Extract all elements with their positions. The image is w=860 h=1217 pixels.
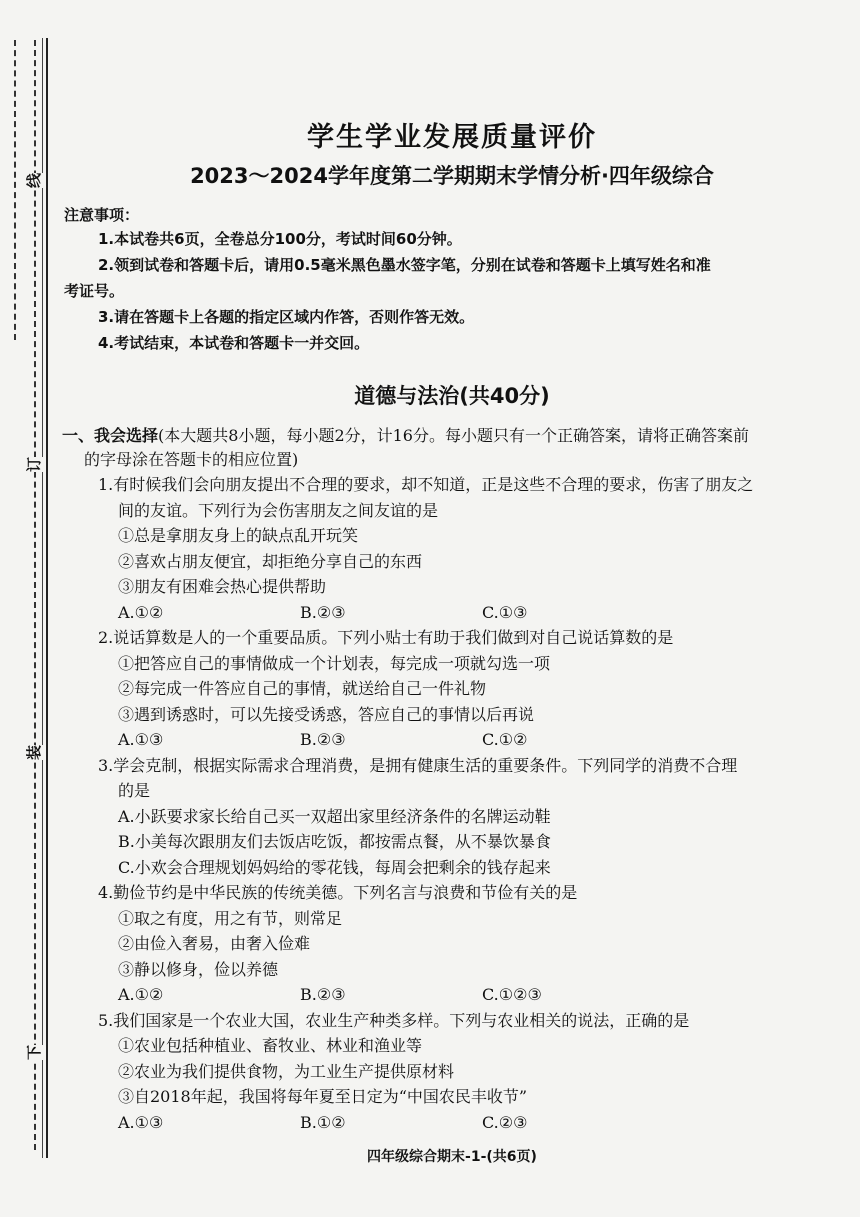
page-title: 学生学业发展质量评价 bbox=[307, 122, 597, 153]
binding-char-order: 订 bbox=[21, 457, 46, 472]
option-a: A.①② bbox=[118, 985, 164, 1004]
option-c: C.①②③ bbox=[482, 985, 542, 1004]
page-footer: 四年级综合期末-1-(共6页) bbox=[367, 1149, 537, 1165]
question-item: ③遇到诱惑时，可以先接受诱惑，答应自己的事情以后再说 bbox=[118, 704, 535, 724]
question-3 bbox=[62, 753, 822, 881]
question-item: B.小美每次跟朋友们去饭店吃饭，都按需点餐，从不暴饮暴食 bbox=[118, 832, 551, 851]
option-c: C.①③ bbox=[482, 602, 528, 622]
part-heading bbox=[62, 424, 822, 472]
notice-item-continued: 考证号。 bbox=[64, 282, 125, 300]
question-item: ③自2018年起，我国将每年夏至日定为“中国农民丰收节” bbox=[118, 1087, 528, 1106]
question-stem: 3.学会克制，根据实际需求合理消费，是拥有健康生活的重要条件。下列同学的消费不合理 bbox=[98, 755, 738, 775]
question-options bbox=[62, 1110, 822, 1136]
binding-char-down: 下 bbox=[21, 1045, 46, 1060]
option-a: A.①③ bbox=[118, 730, 164, 749]
question-item: ③静以修身，俭以养德 bbox=[118, 959, 279, 979]
notice-list bbox=[64, 226, 824, 356]
question-list bbox=[62, 472, 822, 1135]
option-b: B.①② bbox=[300, 1112, 346, 1132]
binding-char-line: 线 bbox=[21, 173, 46, 188]
question-item: ②农业为我们提供食物，为工业生产提供原材料 bbox=[118, 1061, 455, 1081]
question-item: ②每完成一件答应自己的事情，就送给自己一件礼物 bbox=[118, 679, 487, 698]
question-item: ①把答应自己的事情做成一个计划表，每完成一项就勾选一项 bbox=[118, 653, 551, 673]
binding-margin bbox=[0, 0, 60, 1217]
question-stem: 4.勤俭节约是中华民族的传统美德。下列名言与浪费和节俭有关的是 bbox=[98, 883, 578, 902]
question-item: ②喜欢占朋友便宜，却拒绝分享自己的东西 bbox=[118, 551, 423, 571]
notice-item: 1.本试卷共6页，全卷总分100分，考试时间60分钟。 bbox=[98, 230, 462, 248]
question-item: A.小跃要求家长给自己买一双超出家里经济条件的名牌运动鞋 bbox=[118, 806, 551, 826]
question-1 bbox=[62, 472, 822, 625]
question-options bbox=[62, 982, 822, 1008]
option-a: A.①③ bbox=[118, 1112, 164, 1132]
question-5 bbox=[62, 1008, 822, 1136]
binding-line bbox=[46, 38, 48, 1158]
option-a: A.①② bbox=[118, 602, 164, 622]
question-stem: 2.说话算数是人的一个重要品质。下列小贴士有助于我们做到对自己说话算数的是 bbox=[98, 628, 674, 647]
notice-item: 3.请在答题卡上各题的指定区域内作答，否则作答无效。 bbox=[98, 308, 475, 326]
option-b: B.②③ bbox=[300, 730, 346, 749]
question-item: ③朋友有困难会热心提供帮助 bbox=[118, 577, 327, 596]
option-c: C.②③ bbox=[482, 1112, 528, 1132]
binding-char-bind: 装 bbox=[21, 745, 46, 760]
question-item: ①取之有度，用之有节，则常足 bbox=[118, 908, 343, 928]
question-options bbox=[62, 727, 822, 753]
binding-dashed-line bbox=[34, 40, 36, 1150]
option-c: C.①② bbox=[482, 730, 528, 749]
notice-item: 4.考试结束，本试卷和答题卡一并交回。 bbox=[98, 334, 370, 352]
question-stem-continued: 间的友谊。下列行为会伤害朋友之间友谊的是 bbox=[118, 500, 439, 520]
question-options bbox=[62, 600, 822, 626]
notice-item: 2.领到试卷和答题卡后，请用0.5毫米黑色墨水签字笔，分别在试卷和答题卡上填写姓名和准 bbox=[98, 256, 711, 274]
part-description-continued: 的字母涂在答题卡的相应位置) bbox=[84, 450, 299, 469]
question-4 bbox=[62, 880, 822, 1008]
question-stem: 5.我们国家是一个农业大国，农业生产种类多样。下列与农业相关的说法，正确的是 bbox=[98, 1010, 690, 1030]
question-item: ②由俭入奢易，由奢入俭难 bbox=[118, 934, 311, 953]
question-2 bbox=[62, 625, 822, 753]
option-b: B.②③ bbox=[300, 985, 346, 1004]
notice-heading: 注意事项： bbox=[64, 206, 140, 224]
option-b: B.②③ bbox=[300, 602, 346, 622]
binding-line-inner bbox=[42, 38, 43, 1158]
question-item: ①农业包括种植业、畜牧业、林业和渔业等 bbox=[118, 1036, 423, 1055]
question-item: ①总是拿朋友身上的缺点乱开玩笑 bbox=[118, 526, 359, 545]
binding-dashed-line-outer bbox=[14, 40, 16, 340]
part-label: 一、我会选择 bbox=[62, 426, 159, 445]
question-stem-continued: 的是 bbox=[118, 781, 151, 800]
question-item: C.小欢会合理规划妈妈给的零花钱，每周会把剩余的钱存起来 bbox=[118, 857, 551, 877]
section-title: 道德与法治(共40分) bbox=[354, 384, 550, 408]
question-stem: 1.有时候我们会向朋友提出不合理的要求，却不知道，正是这些不合理的要求，伤害了朋友之 bbox=[98, 475, 754, 494]
page-subtitle: 2023～2024学年度第二学期期末学情分析·四年级综合 bbox=[190, 164, 714, 188]
part-description: (本大题共8小题，每小题2分，计16分。每小题只有一个正确答案，请将正确答案前 bbox=[158, 426, 749, 445]
